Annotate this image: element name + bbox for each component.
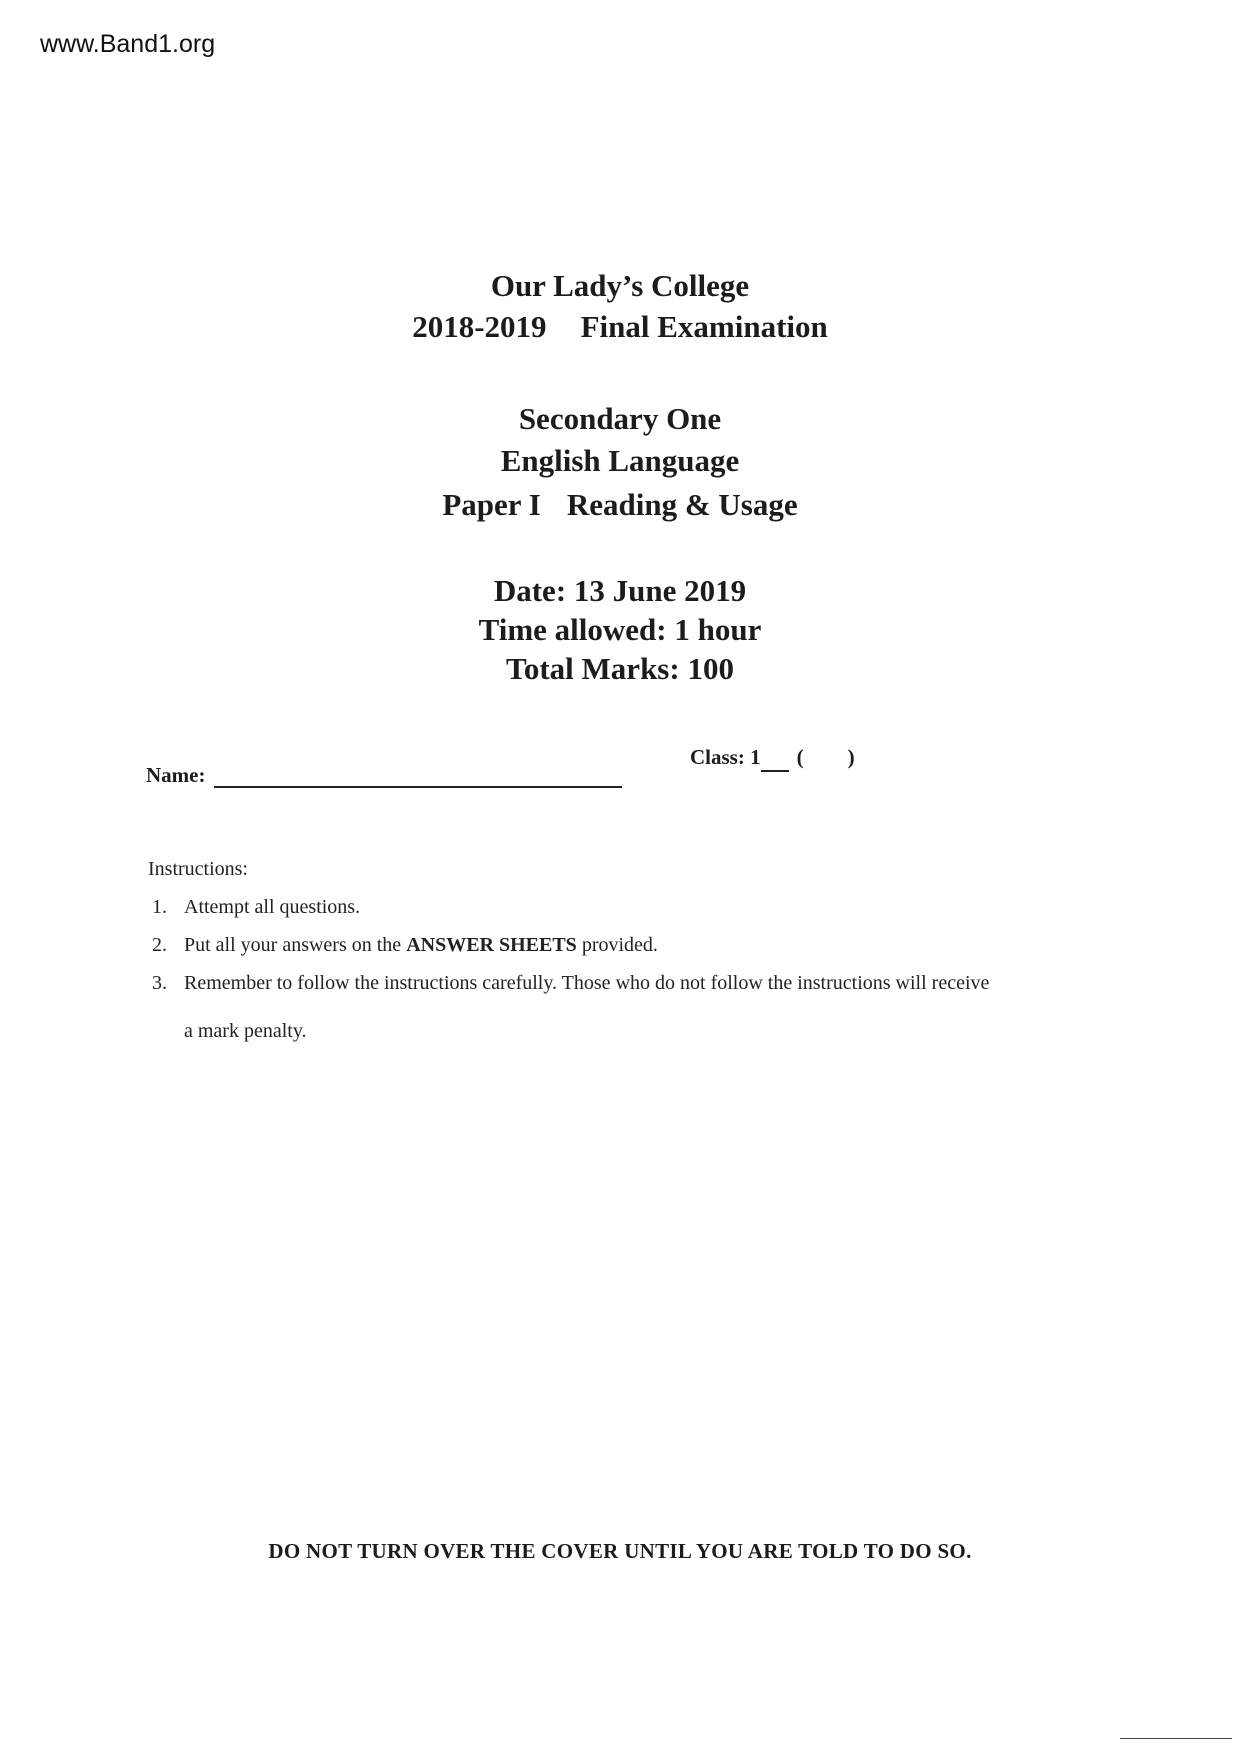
instructions-title: Instructions: — [148, 858, 248, 880]
instruction-emphasis: ANSWER SHEETS — [406, 934, 577, 956]
watermark-url: www.Band1.org — [40, 30, 216, 58]
instruction-number: 2. — [152, 934, 167, 956]
bottom-rule — [1120, 1738, 1232, 1739]
class-paren-open: ( — [796, 745, 804, 769]
class-field — [690, 745, 855, 772]
instructions — [148, 858, 1108, 1055]
instruction-continuation: a mark penalty. — [184, 1020, 307, 1042]
exam-title — [0, 309, 1240, 345]
instruction-text: provided. — [581, 934, 658, 956]
instruction-number: 3. — [152, 972, 167, 994]
exam-name: Final Examination — [580, 309, 828, 344]
exam-date: Date: 13 June 2019 — [493, 573, 747, 608]
name-field[interactable] — [214, 786, 622, 788]
instruction-text: Remember to follow the instructions carefully. Those who do not follow the instructions will receive — [184, 972, 990, 994]
class-label: Class: 1 — [690, 745, 761, 769]
instruction-item — [148, 969, 1108, 1045]
level: Secondary One — [518, 401, 722, 436]
time-allowed: Time allowed: 1 hour — [478, 612, 762, 647]
instruction-item — [148, 893, 1108, 921]
class-number-blank[interactable] — [761, 745, 789, 772]
total-marks: Total Marks: 100 — [506, 651, 734, 686]
name-label: Name: — [146, 763, 206, 787]
exam-year: 2018-2019 — [412, 309, 547, 344]
paper-title — [0, 487, 1240, 523]
footer-warning: DO NOT TURN OVER THE COVER UNTIL YOU ARE TOLD TO DO SO. — [268, 1539, 972, 1563]
instruction-number: 1. — [152, 896, 167, 918]
instruction-text: Attempt all questions. — [184, 896, 361, 918]
instruction-text: Put all your answers on the — [184, 934, 402, 956]
instruction-item — [148, 931, 1108, 959]
paper-name: Reading & Usage — [566, 487, 798, 522]
school-name: Our Lady’s College — [490, 268, 750, 303]
class-paren-close: ) — [847, 745, 855, 769]
paper-number: Paper I — [442, 487, 541, 522]
subject: English Language — [500, 443, 740, 478]
